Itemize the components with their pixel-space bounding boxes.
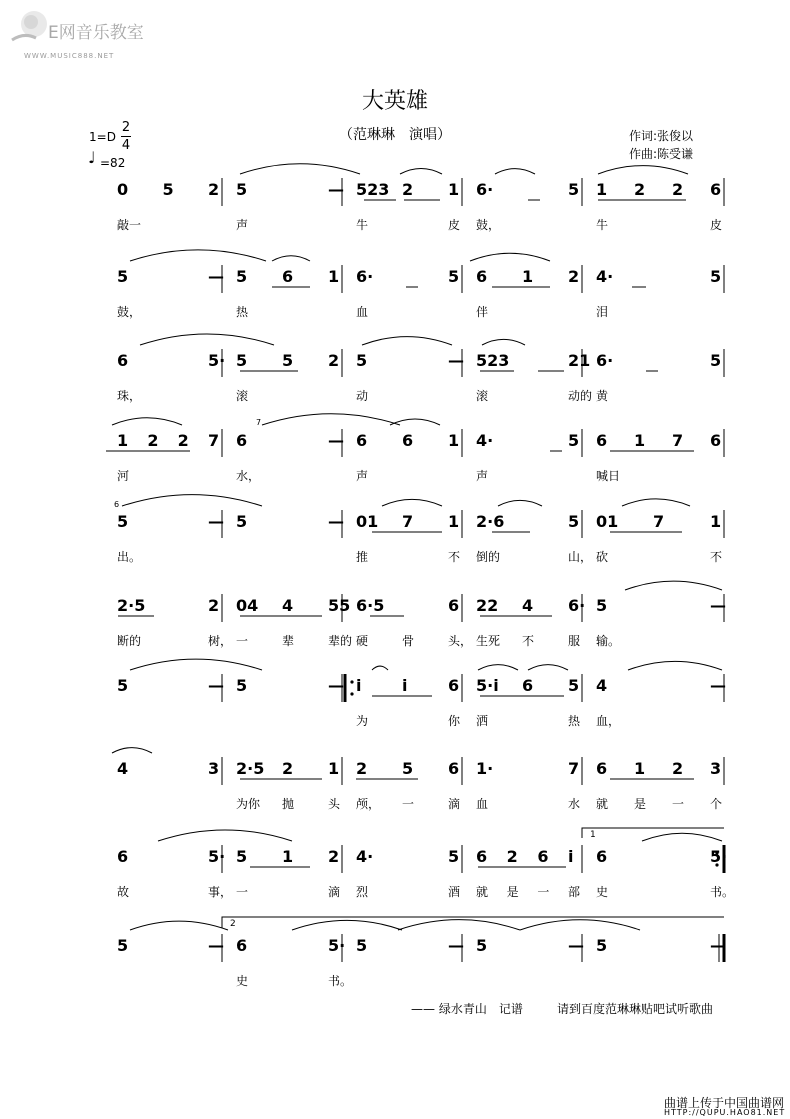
jianpu-note: 4· [596, 267, 614, 286]
music-leaf-logo-icon [10, 6, 50, 50]
jianpu-note: 1 [448, 512, 460, 531]
jianpu-note: — [710, 596, 726, 615]
lyric-syllable: 泪 [596, 305, 609, 319]
jianpu-note: 1· [476, 759, 494, 778]
jianpu-note: 1 [710, 512, 722, 531]
lyric-syllable: 动的 [568, 389, 593, 403]
jianpu-note: 6 [117, 847, 129, 866]
lyric-syllable: 输。 [596, 634, 621, 648]
lyric-syllable: 热 [236, 305, 249, 319]
slur [498, 500, 542, 506]
lyric-syllable: 河 [117, 469, 130, 483]
jianpu-note: 7 [568, 759, 580, 778]
lyric-syllable: 滚 [476, 389, 489, 403]
jianpu-note: 6 [596, 431, 608, 450]
jianpu-note: — [448, 351, 464, 370]
jianpu-note: — [568, 936, 584, 955]
lyric-syllable: 骨 [402, 634, 415, 648]
slur [122, 495, 262, 506]
jianpu-note: 6· [476, 180, 494, 199]
jianpu-note: 4 [282, 596, 294, 615]
jianpu-note: — [448, 936, 464, 955]
volta-label-2: 2 [230, 919, 236, 929]
jianpu-note: 5 [568, 431, 580, 450]
jianpu-note: 6 [236, 431, 248, 450]
jianpu-note: 5 [236, 676, 248, 695]
time-signature-top: 2 [121, 120, 131, 135]
lyric-syllable: 酒 [448, 885, 461, 899]
lyric-syllable: 不 [710, 550, 723, 564]
jianpu-note: — [208, 267, 224, 286]
lyric-syllable: 滚 [236, 389, 249, 403]
slur [140, 334, 274, 345]
slur [112, 748, 152, 753]
jianpu-note: 2 [177, 431, 189, 450]
lyric-syllable: 一 [236, 634, 249, 648]
jianpu-note: 5 [448, 267, 460, 286]
slur [262, 414, 400, 425]
slur [130, 250, 266, 261]
slur [272, 256, 310, 261]
lyric-syllable: 伴 [476, 305, 489, 319]
jianpu-note: 6 [476, 847, 488, 866]
lyric-syllable: 是 [506, 885, 519, 899]
jianpu-note: 5 [282, 351, 294, 370]
jianpu-note: 5 [568, 180, 580, 199]
jianpu-note: 55 [328, 596, 351, 615]
jianpu-note: 2 [506, 847, 518, 866]
site-name: E网音乐教室 [48, 23, 144, 43]
repeat-dot [350, 692, 353, 695]
lyric-syllable: 不 [448, 550, 461, 564]
jianpu-note: 01 [356, 512, 379, 531]
lyric-syllable: 为你 [236, 797, 261, 811]
jianpu-note: 6 [402, 431, 414, 450]
lyric-syllable: 血， [596, 714, 621, 728]
jianpu-note: 5 [117, 676, 129, 695]
jianpu-note: 1 [448, 180, 460, 199]
jianpu-note: 5 [568, 512, 580, 531]
jianpu-note: 3 [710, 759, 722, 778]
lyric-syllable: 滴 [448, 797, 461, 811]
jianpu-note: 5 [476, 936, 488, 955]
lyric-syllable: 一 [402, 797, 415, 811]
jianpu-note: 1 [634, 759, 646, 778]
lyric-syllable: 皮 [448, 218, 461, 232]
jianpu-note: 4· [356, 847, 374, 866]
jianpu-note: 5 [117, 936, 129, 955]
jianpu-note: 7 [208, 431, 220, 450]
jianpu-note: 6 [537, 847, 549, 866]
lyric-syllable: 烈 [356, 885, 369, 899]
lyric-syllable: 动 [356, 389, 369, 403]
jianpu-note: 6 [448, 676, 460, 695]
jianpu-note: 5· [328, 936, 346, 955]
jianpu-note: 5 [236, 267, 248, 286]
lyric-syllable: 热 [568, 714, 581, 728]
slur [642, 833, 722, 841]
lyric-syllable: 史 [236, 974, 249, 988]
grace-note: 6 [114, 500, 120, 509]
jianpu-note: 2·5 [117, 596, 146, 615]
slur [478, 665, 518, 670]
jianpu-note: 2 [328, 847, 340, 866]
jianpu-note: 523 [356, 180, 390, 199]
jianpu-note: 5 [236, 180, 248, 199]
slur [625, 581, 722, 590]
jianpu-note: 2 [402, 180, 414, 199]
jianpu-note: 2 [208, 180, 220, 199]
upload-note: 曲谱上传于中国曲谱网 [664, 1096, 785, 1110]
jianpu-note: 6 [710, 180, 722, 199]
song-title: 大英雄 [361, 89, 428, 114]
jianpu-note: 6 [476, 267, 488, 286]
slur [495, 169, 535, 174]
slur [398, 920, 520, 930]
lyric-syllable: 出。 [117, 550, 142, 564]
lyric-syllable: 就 [476, 885, 489, 899]
lyric-syllable: 颅， [356, 797, 381, 811]
jianpu-note: — [328, 512, 344, 531]
quarter-note-icon: ♩ [88, 148, 96, 167]
slur [520, 920, 640, 930]
lyric-syllable: 抛 [282, 797, 295, 811]
jianpu-note: 6· [568, 596, 586, 615]
jianpu-note: 4 [596, 676, 608, 695]
jianpu-note: 7 [653, 512, 665, 531]
slur [112, 418, 182, 425]
jianpu-note: 6 [710, 431, 722, 450]
lyric-syllable: 牛 [356, 218, 369, 232]
slur [372, 666, 388, 670]
slur [482, 339, 525, 345]
jianpu-note: 0 [117, 180, 129, 199]
lyric-syllable: 砍 [596, 550, 609, 564]
jianpu-note: 2 [356, 759, 368, 778]
lyric-syllable: 就 [596, 797, 609, 811]
lyric-syllable: 珠， [117, 389, 142, 403]
lyric-syllable: 山， [568, 550, 593, 564]
jianpu-note: — [710, 676, 726, 695]
jianpu-note: 5 [710, 267, 722, 286]
jianpu-note: i [568, 847, 574, 866]
jianpu-note: 01 [596, 512, 619, 531]
composer-credit: 作曲:陈受谦 [629, 147, 694, 161]
upload-url: HTTP://QUPU.HAO81.NET [664, 1108, 786, 1117]
lyric-syllable: 一 [672, 797, 685, 811]
jianpu-note: 3 [208, 759, 220, 778]
jianpu-note: 2 [568, 267, 580, 286]
slur [130, 659, 262, 670]
lyric-syllable: 事， [208, 885, 233, 899]
jianpu-note: 04 [236, 596, 259, 615]
jianpu-note: 2·5 [236, 759, 265, 778]
slur [598, 166, 688, 174]
lyric-syllable: 水 [568, 797, 581, 811]
tempo-marking: =82 [100, 156, 126, 170]
jianpu-note: 5 [596, 936, 608, 955]
lyric-syllable: 牛 [596, 218, 609, 232]
jianpu-note: i [356, 676, 362, 695]
jianpu-note: — [328, 431, 344, 450]
jianpu-note: 5 [236, 847, 248, 866]
jianpu-note: i [402, 676, 408, 695]
lyric-syllable: 是 [634, 797, 647, 811]
song-subtitle: （范琳琳 演唱） [339, 127, 451, 143]
slur [158, 830, 292, 841]
lyric-syllable: 辈 [282, 634, 295, 648]
slur [628, 661, 722, 670]
lyric-syllable: 史 [596, 885, 609, 899]
lyric-syllable: 声 [356, 469, 369, 483]
jianpu-note: 21 [568, 351, 591, 370]
lyric-syllable: 血 [356, 305, 369, 319]
lyric-syllable: 为 [356, 714, 369, 728]
jianpu-note: 2 [147, 431, 159, 450]
lyric-syllable: 书。 [328, 974, 353, 988]
jianpu-note: 6 [448, 759, 460, 778]
jianpu-note: — [208, 936, 224, 955]
slur [292, 920, 402, 930]
lyric-syllable: 黄 [596, 389, 609, 403]
time-signature-bottom: 4 [121, 138, 131, 153]
lyric-syllable: 洒 [476, 714, 489, 728]
jianpu-note: 1 [448, 431, 460, 450]
jianpu-note: 22 [476, 596, 499, 615]
jianpu-note: 523 [476, 351, 510, 370]
slur [382, 499, 442, 506]
jianpu-note: 2 [672, 759, 684, 778]
jianpu-note: 5 [448, 847, 460, 866]
jianpu-note: 6 [448, 596, 460, 615]
slur [400, 168, 442, 174]
jianpu-note: 4 [522, 596, 534, 615]
slur [130, 921, 228, 930]
slur [362, 337, 452, 345]
jianpu-note: — [328, 180, 344, 199]
lyric-syllable: 声 [476, 469, 489, 483]
site-url: WWW.MUSIC888.NET [24, 52, 115, 60]
jianpu-note: 1 [282, 847, 294, 866]
jianpu-note: 6 [236, 936, 248, 955]
lyric-syllable: 滴 [328, 885, 341, 899]
jianpu-note: 5 [236, 512, 248, 531]
jianpu-note: 1 [328, 759, 340, 778]
time-signature-bar [121, 136, 131, 137]
jianpu-note: 2 [328, 351, 340, 370]
lyric-syllable: 你 [448, 714, 461, 728]
jianpu-note: 1 [596, 180, 608, 199]
jianpu-note: 5 [356, 351, 368, 370]
jianpu-note: 5· [208, 351, 226, 370]
jianpu-note: 6 [596, 759, 608, 778]
slur [240, 164, 360, 174]
jianpu-note: 6 [282, 267, 294, 286]
listen-promo: 请到百度范琳琳贴吧试听歌曲 [557, 1002, 714, 1016]
lyric-syllable: 声 [236, 218, 249, 232]
volta-bracket-2 [222, 917, 724, 928]
jianpu-note: 4 [117, 759, 129, 778]
lyric-syllable: 推 [356, 550, 369, 564]
jianpu-note: 1 [117, 431, 129, 450]
lyric-syllable: 头 [328, 797, 341, 811]
lyric-syllable: 辈的 [328, 634, 353, 648]
jianpu-note: 6 [117, 351, 129, 370]
jianpu-note: 2 [672, 180, 684, 199]
lyric-syllable: 一 [537, 885, 550, 899]
jianpu-note: 5 [117, 512, 129, 531]
jianpu-note: 2 [634, 180, 646, 199]
lyric-syllable: 书。 [710, 885, 735, 899]
lyric-syllable: 服 [568, 634, 581, 648]
lyric-syllable: 断的 [117, 634, 142, 648]
lyric-syllable: 部 [568, 885, 581, 899]
lyric-syllable: 一 [236, 885, 249, 899]
jianpu-note: 5 [710, 351, 722, 370]
jianpu-note: 5 [596, 596, 608, 615]
lyric-syllable: 头， [448, 634, 473, 648]
jianpu-note: 5 [568, 676, 580, 695]
jianpu-note: 6 [596, 847, 608, 866]
jianpu-note: 4· [476, 431, 494, 450]
jianpu-note: 5·i [476, 676, 499, 695]
slur [528, 665, 568, 670]
jianpu-note: 2·6 [476, 512, 505, 531]
slur [622, 499, 690, 506]
jianpu-note: 5· [710, 847, 728, 866]
volta-label-1: 1 [590, 830, 596, 840]
jianpu-note: — [710, 936, 726, 955]
lyric-syllable: 硬 [356, 634, 369, 648]
lyric-syllable: 水， [236, 469, 261, 483]
jianpu-note: 6 [356, 431, 368, 450]
jianpu-note: — [328, 676, 344, 695]
jianpu-note: 5 [236, 351, 248, 370]
volta-bracket-1 [582, 828, 724, 838]
grace-note: 7 [256, 418, 262, 427]
lyricist-credit: 作词:张俊以 [629, 129, 694, 143]
jianpu-note: 6·5 [356, 596, 385, 615]
jianpu-note: 5· [208, 847, 226, 866]
lyric-syllable: 鼓， [476, 218, 501, 232]
jianpu-note: 5 [117, 267, 129, 286]
jianpu-note: 6· [356, 267, 374, 286]
jianpu-note: 6 [522, 676, 534, 695]
lyric-syllable: 血 [476, 797, 489, 811]
lyric-syllable: 敲一 [117, 218, 142, 232]
lyric-syllable: 不 [522, 634, 535, 648]
repeat-dot [350, 680, 353, 683]
jianpu-note: 7 [672, 431, 684, 450]
jianpu-note: 5 [162, 180, 174, 199]
jianpu-note: 5 [356, 936, 368, 955]
lyric-syllable: 鼓， [117, 305, 142, 319]
lyric-syllable: 故 [117, 885, 130, 899]
lyric-syllable: 生死 [476, 634, 501, 648]
jianpu-note: — [208, 512, 224, 531]
slur [470, 253, 550, 261]
jianpu-note: — [208, 676, 224, 695]
jianpu-note: 1 [634, 431, 646, 450]
jianpu-note: 6· [596, 351, 614, 370]
key-signature: 1=D [89, 130, 116, 144]
lyric-syllable: 皮 [710, 218, 723, 232]
lyric-syllable: 个 [710, 797, 723, 811]
recorder-credit: —— 绿水青山 记谱 [411, 1002, 523, 1016]
jianpu-note: 1 [328, 267, 340, 286]
jianpu-note: 7 [402, 512, 414, 531]
jianpu-note: 2 [208, 596, 220, 615]
lyric-syllable: 树， [208, 634, 233, 648]
jianpu-note: 1 [522, 267, 534, 286]
jianpu-note: 2 [282, 759, 294, 778]
lyric-syllable: 倒的 [476, 550, 501, 564]
jianpu-note: 5 [402, 759, 414, 778]
lyric-syllable: 喊日 [596, 469, 621, 483]
